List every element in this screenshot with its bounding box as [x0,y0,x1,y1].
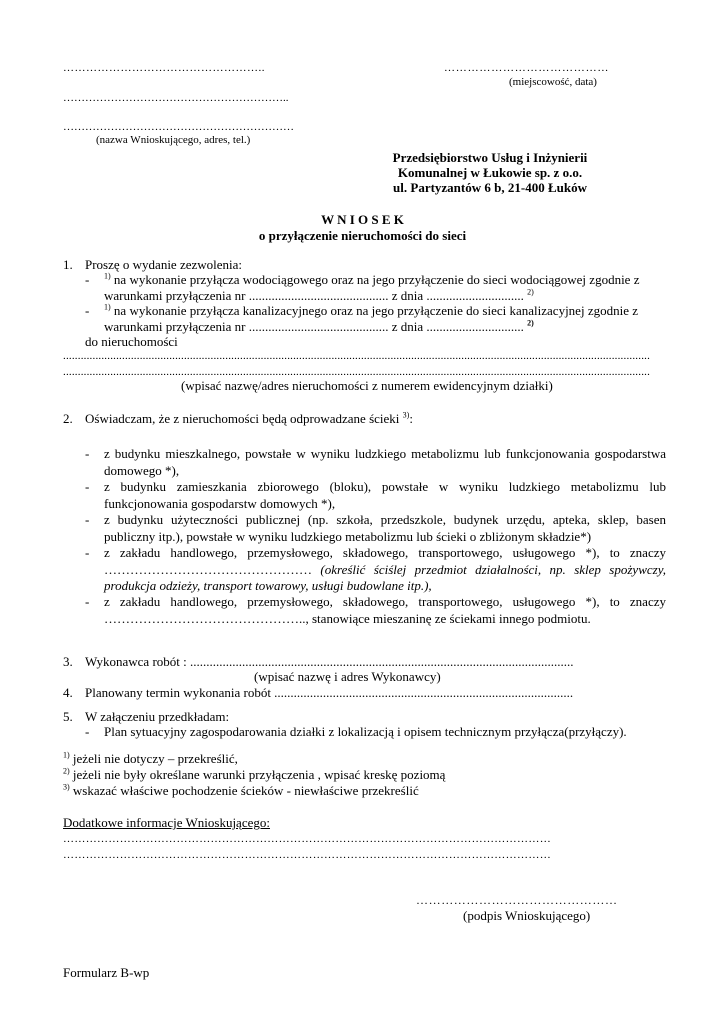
property-dots-1: ....................................................................................................................................................................................................... [63,350,651,362]
property-dots-2: ....................................................................................................................................................................................................... [63,366,651,378]
water-conditions-text: warunkami przyłączenia nr ........................................... z dnia .............................. [104,288,524,303]
list-dash: - [85,479,90,494]
list-dash: - [85,594,90,609]
list-item: z budynku mieszkalnego, powstałe w wyniku ludzkiego metabolizmu lub funkcjonowania gospodarstwa domowego *), [104,446,666,478]
planned-date-field: Planowany termin wykonania robót ............................................................................................ [85,685,574,700]
place-date-label: (miejscowość, data) [509,76,597,88]
sewer-option [104,303,638,319]
list-dash: - [85,446,90,461]
sewer-conditions [104,319,534,335]
footnote-ref: 1) [104,271,111,281]
list-item: z budynku zamieszkania zbiorowego (bloku), powstałe w wyniku ludzkiego metabolizmu lub funkcjonowania gospodarstw domowych *), [104,479,666,511]
footnote-ref: 2) [527,287,534,297]
footnote-marker: 2) [63,766,70,776]
additional-info-label [63,815,270,831]
footnote-marker: 1) [63,750,70,760]
list-item-text: z zakładu handlowego, przemysłowego, składowego, transportowego, usługowego *), to znaczy [104,594,666,609]
contractor-field: Wykonawca robót : ...................................................................................................................... [85,654,574,669]
list-item-text: z zakładu handlowego, przemysłowego, składowego, transportowego, usługowego *), to znaczy [104,545,666,560]
applicant-dots-3: ……………………………………………………… [63,121,294,133]
section-2-intro-text: Oświadczam, że z nieruchomości będą odprowadzane ścieki [85,411,400,426]
water-option [104,272,639,288]
water-conditions [104,288,534,304]
footnote-text: wskazać właściwe pochodzenie ścieków - niewłaściwe przekreślić [69,783,419,798]
sewer-option-text: na wykonanie przyłącza kanalizacyjnego oraz na jego przyłączenie do sieci kanalizacyjnej zgodnie z [110,303,638,318]
additional-info-dots-1: ………………………………………………………………………………………………………………… [63,833,552,845]
form-id: Formularz B-wp [63,965,150,980]
section-2-intro-colon: : [409,411,413,426]
applicant-dots-2: …………………………………………………….. [63,92,289,104]
footnote-1 [63,751,238,767]
footnote-ref: 3) [402,410,410,420]
list-item: z budynku użyteczności publicznej (np. szkoła, przedszkole, budynek urzędu, apteka, sklep, basen publiczny itp.), powstałe w wyniku ludzkiego metabolizmu lub ścieki o zbliżonym składzie*) [104,512,666,544]
list-item [104,594,666,627]
footnote-3 [63,783,419,799]
list-dash: - [85,724,90,739]
signature-label: (podpis Wnioskującego) [463,908,591,923]
list-item [104,545,666,595]
applicant-dots-1: …………………………………………….. [63,62,265,74]
attachments-label: W załączeniu przedkładam: [85,709,230,724]
recipient-line-2: Komunalnej w Łukowie sp. z o.o. [397,165,583,180]
list-dash: - [85,303,90,318]
applicant-label: (nazwa Wnioskującego, adres, tel.) [96,134,251,146]
list-item-dots: ………………………………………… [104,561,312,577]
list-dash: - [85,545,90,560]
property-label: do nieruchomości [85,334,178,349]
place-date-dots: …………………………………… [444,62,610,74]
contractor-hint: (wpisać nazwę i adres Wykonawcy) [254,669,441,684]
section-3-number: 3. [63,654,73,669]
section-2-number: 2. [63,411,73,426]
sewer-conditions-text: warunkami przyłączenia nr ........................................... z dnia .............................. [104,319,524,334]
section-1-intro: Proszę o wydanie zezwolenia: [85,257,243,272]
section-5-number: 5. [63,709,73,724]
list-dash: - [85,272,90,287]
list-item-text: ……………………………………….., stanowiące mieszaninę ze ściekami innego podmiotu. [104,610,591,626]
additional-info-dots-2: ………………………………………………………………………………………………………………… [63,849,552,861]
property-hint: (wpisać nazwę/adres nieruchomości z numerem ewidencyjnym działki) [181,378,553,393]
footnote-marker: 3) [63,782,70,792]
water-option-text: na wykonanie przyłącza wodociągowego oraz na jego przyłączenie do sieci wodociągowej zgodnie z [110,272,640,287]
page-title: W N I O S E K [321,212,404,227]
section-4-number: 4. [63,685,73,700]
page-subtitle: o przyłączenie nieruchomości do sieci [258,228,467,243]
footnote-text: jeżeli nie dotyczy – przekreślić, [69,751,238,766]
list-item-hint: (określić ściślej przedmiot działalności, np. sklep spożywczy, produkcja odzieży, transport towarowy, usługi budowlane itp.), [104,561,666,593]
recipient-line-3: ul. Partyzantów 6 b, 21-400 Łuków [393,180,587,195]
signature-dots: ………………………………………… [416,893,618,907]
footnote-text: jeżeli nie były określane warunki przyłączenia , wpisać kreskę poziomą [69,767,446,782]
list-dash: - [85,512,90,527]
section-1-number: 1. [63,257,73,272]
footnote-2 [63,767,445,783]
attachment-item: Plan sytuacyjny zagospodarowania działki z lokalizacją i opisem technicznym przyłącza(przyłączy). [104,724,627,739]
footnote-ref: 2) [527,318,534,328]
footnote-ref: 1) [104,302,111,312]
additional-info-label-text: Dodatkowe informacje Wnioskującego: [63,815,270,830]
recipient-line-1: Przedsiębiorstwo Usług i Inżynierii [392,150,588,165]
section-2-intro [85,411,413,427]
